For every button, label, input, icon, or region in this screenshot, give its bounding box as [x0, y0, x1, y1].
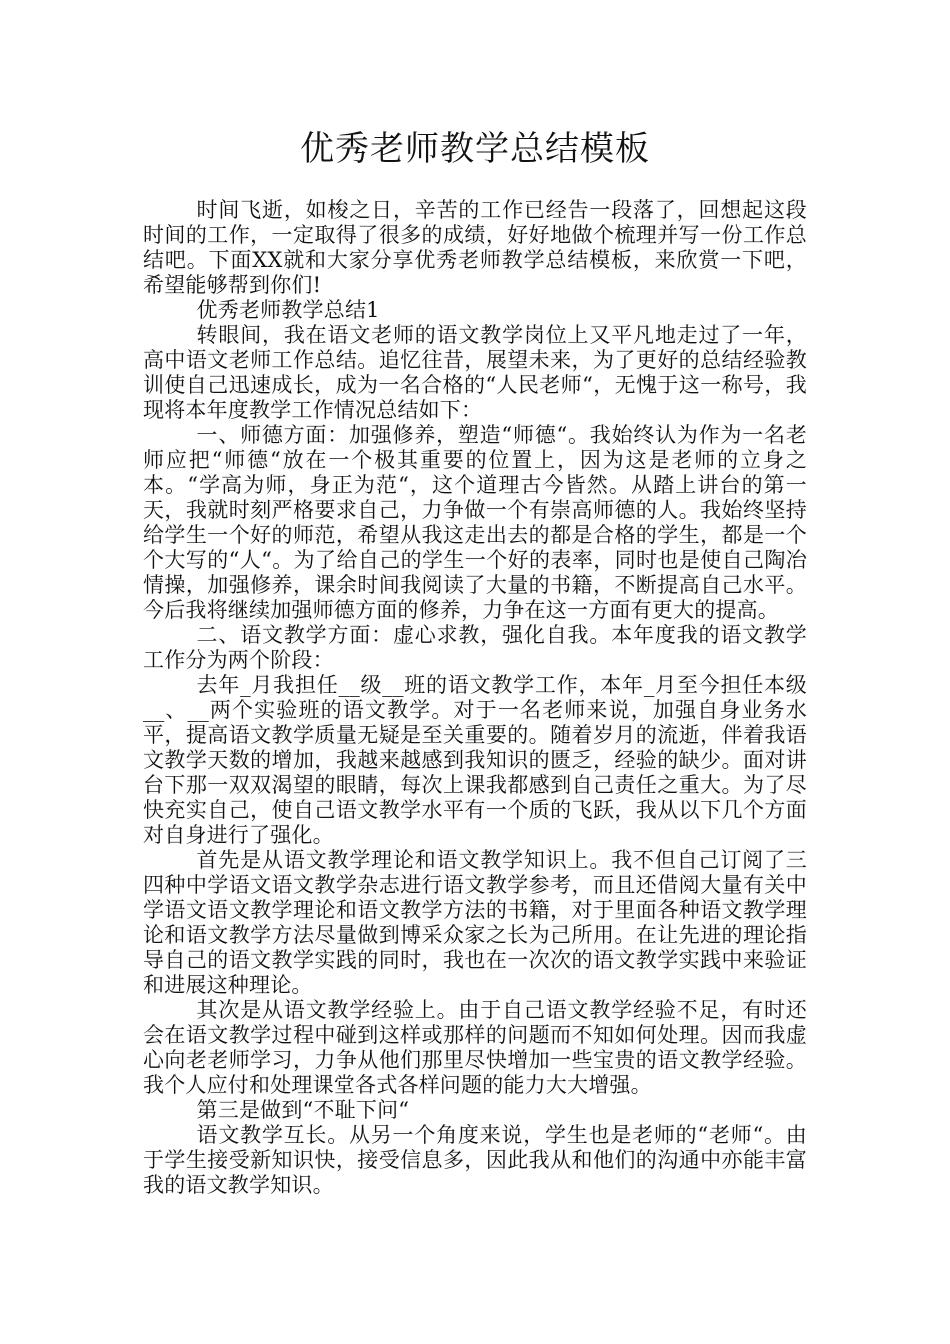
paragraph-experience: 其次是从语文教学经验上。由于自己语文教学经验不足，有时还会在语文教学过程中碰到这样或那样的问题而不知如何处理。因而我虚心向老老师学习，力争从他们那里尽快增加一些宝贵的语文教学经验。我个人应付和处理课堂各式各样问题的能力大大增强。 — [143, 998, 807, 1097]
paragraph-intro: 时间飞逝，如梭之日，辛苦的工作已经告一段落了，回想起这段时间的工作，一定取得了很多的成绩，好好地做个梳理并写一份工作总结吧。下面XX就和大家分享优秀老师教学总结模板，来欣赏一下吧，希望能够帮到你们! — [143, 198, 807, 297]
paragraph-ethics: 一、师德方面：加强修养，塑造“师德“。我始终认为作为一名老师应把“师德“放在一个极其重要的位置上，因为这是老师的立身之本。“学高为师，身正为范“，这个道理古今皆然。从踏上讲台的第一天，我就时刻严格要求自己，力争做一个有崇高师德的人。我始终坚持给学生一个好的师范，希望从我这走出去的都是合格的学生，都是一个个大写的“人“。为了给自己的学生一个好的表率，同时也是使自己陶冶情操，加强修养，课余时间我阅读了大量的书籍，不断提高自己水平。今后我将继续加强师德方面的修养，力争在这一方面有更大的提高。 — [143, 423, 807, 622]
document-body — [143, 198, 807, 1198]
paragraph-mutual-growth: 语文教学互长。从另一个角度来说，学生也是老师的“老师“。由于学生接受新知识快，接受信息多，因此我从和他们的沟通中亦能丰富我的语文教学知识。 — [143, 1123, 807, 1197]
section-heading-summary-1: 优秀老师教学总结1 — [196, 298, 380, 322]
paragraph-teaching-stages: 去年_月我担任__级__班的语文教学工作，本年_月至今担任本级__、__两个实验班的语文教学。对于一名老师来说，加强自身业务水平，提高语文教学质量无疑是至关重要的。随着岁月的流逝，伴着我语文教学天数的增加，我越来越感到我知识的匮乏，经验的缺少。面对讲台下那一双双渴望的眼睛，每次上课我都感到自己责任之重大。为了尽快充实自己，使自己语文教学水平有一个质的飞跃，我从以下几个方面对自身进行了强化。 — [143, 673, 807, 847]
paragraph-teaching-heading: 二、语文教学方面：虚心求教，强化自我。本年度我的语文教学工作分为两个阶段： — [143, 623, 807, 672]
paragraph-theory: 首先是从语文教学理论和语文教学知识上。我不但自己订阅了三四种中学语文语文教学杂志进行语文教学参考，而且还借阅大量有关中学语文语文教学理论和语文教学方法的书籍，对于里面各种语文教学理论和语文教学方法尽量做到博采众家之长为己所用。在让先进的理论指导自己的语文教学实践的同时，我也在一次次的语文教学实践中来验证和进展这种理论。 — [143, 848, 807, 997]
document-title: 优秀老师教学总结模板 — [300, 129, 650, 169]
paragraph-third-point: 第三是做到“不耻下问“ — [196, 1098, 410, 1122]
paragraph-overview: 转眼间，我在语文老师的语文教学岗位上又平凡地走过了一年，高中语文老师工作总结。追忆往昔，展望未来，为了更好的总结经验教训使自己迅速成长，成为一名合格的“人民老师“，无愧于这一称号，我现将本年度教学工作情况总结如下： — [143, 323, 807, 422]
